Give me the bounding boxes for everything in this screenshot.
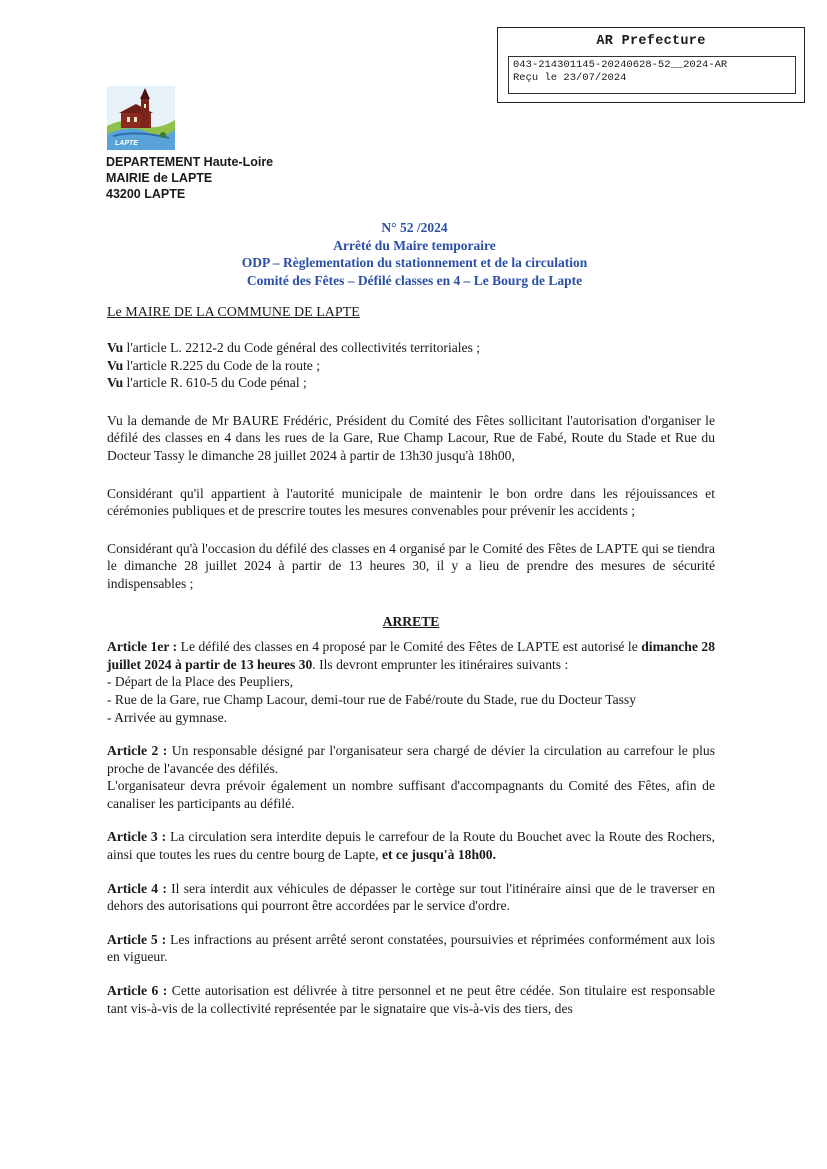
logo-caption: LAPTE (115, 140, 138, 147)
decree-subject: ODP – Règlementation du stationnement et de la circulation (241, 255, 588, 270)
article-5: Article 5 : Les infractions au présent arrêté seront constatées, poursuivies et réprimées conformément aux lois en vigueur. (107, 931, 715, 965)
department-line: DEPARTEMENT Haute-Loire (106, 155, 274, 169)
article-1-label: Article 1er : (107, 639, 178, 655)
vu-list (107, 339, 715, 392)
article-3-label: Article 3 : (107, 829, 167, 845)
mayor-heading: Le MAIRE DE LA COMMUNE DE LAPTE (107, 305, 360, 320)
decree-title (0, 219, 827, 289)
stamp-title: AR Prefecture (596, 34, 706, 49)
article-2-label: Article 2 : (107, 743, 168, 759)
considerant-paragraph-2: Considérant qu'à l'occasion du défilé des classes en 4 organisé par le Comité des Fêtes de LAPTE qui se tiendra le dimanche 28 juillet 2024 à partir de 13 heures 30, il y a lieu de prendre des mesures de sécurité indispensables ; (107, 540, 715, 591)
vu-item: Vu l'article L. 2212-2 du Code général des collectivités territoriales ; (107, 340, 481, 355)
vu-item: Vu l'article R. 610-5 du Code pénal ; (107, 375, 307, 391)
decree-type: Arrêté du Maire temporaire (333, 237, 496, 253)
postal-line: 43200 LAPTE (106, 187, 186, 201)
stamp-received-date: Reçu le 23/07/2024 (513, 72, 627, 84)
itinerary-item: - Départ de la Place des Peupliers, (107, 674, 294, 690)
article-3: Article 3 : La circulation sera interdite depuis le carrefour de la Route du Bouchet avec la Route des Rochers, ainsi que toutes les rues du centre bourg de Lapte, et ce jusqu'à 18h00. (107, 829, 715, 863)
decree-event: Comité des Fêtes – Défilé classes en 4 – Le Bourg de Lapte (246, 272, 583, 288)
vu-item: Vu l'article R.225 du Code de la route ; (107, 357, 321, 373)
considerant-paragraph-1: Considérant qu'il appartient à l'autorité municipale de maintenir le bon ordre dans les réjouissances et cérémonies publiques et de prescrire toutes les mesures convenables pour prévenir les accidents ; (107, 485, 715, 519)
article-4: Article 4 : Il sera interdit aux véhicules de dépasser le cortège sur tout l'itinéraire ainsi que de le traverser en dehors des autorisations qui pourront être accordées par le service d'ordre. (107, 880, 715, 914)
article-4-label: Article 4 : (107, 880, 167, 896)
demande-paragraph: Vu la demande de Mr BAURE Frédéric, Président du Comité des Fêtes sollicitant l'autorisation d'organiser le défilé des classes en 4 dans les rues de la Gare, Rue Champ Lacour, Rue de Fabé, Route du Stade et Rue du Docteur Tassy le dimanche 28 juillet 2024 à partir de 13h30 jusqu'à 18h00, (107, 412, 715, 463)
article-5-label: Article 5 : (107, 931, 167, 947)
lapte-logo (107, 86, 175, 150)
itinerary-item: - Arrivée au gymnase. (107, 709, 228, 725)
article-6-label: Article 6 : (107, 983, 168, 999)
decree-number: N° 52 /2024 (381, 220, 448, 235)
arrete-heading: ARRETE (382, 613, 440, 629)
mairie-line: MAIRIE de LAPTE (106, 171, 213, 185)
administration-header (106, 154, 273, 202)
decree-body (107, 339, 715, 1031)
stamp-reference: 043-214301145-20240628-52__2024-AR (513, 59, 728, 71)
itinerary-item: - Rue de la Gare, rue Champ Lacour, demi-tour rue de Fabé/route du Stade, rue du Docteur Tassy (107, 691, 636, 707)
article-6: Article 6 : Cette autorisation est délivrée à titre personnel et ne peut être cédée. Son titulaire est responsable tant vis-à-vis de la collectivité représentée par le signataire que vis-à-vis des tiers, des (107, 983, 715, 1016)
stamp-details (508, 56, 796, 94)
article-2: Article 2 : Un responsable désigné par l'organisateur sera chargé de dévier la circulation au carrefour le plus proche de l'avancée des défilés. L'organisateur devra prévoir également un nombre suffisant d'accompagnants du Comité des Fêtes, afin de canaliser les participants au défilé. (107, 743, 715, 811)
prefecture-stamp (497, 27, 805, 103)
article-1: Article 1er : Le défilé des classes en 4 proposé par le Comité des Fêtes de LAPTE est autorisé le dimanche 28 juillet 2024 à partir de 13 heures 30. Ils devront emprunter les itinéraires suivants : - Départ de la Place des Peupliers, - Rue de la Gare, rue Champ Lacour, demi-tour rue de Fabé/route du Stade, rue du Docteur Tassy - Arrivée au gymnase. (107, 639, 715, 725)
